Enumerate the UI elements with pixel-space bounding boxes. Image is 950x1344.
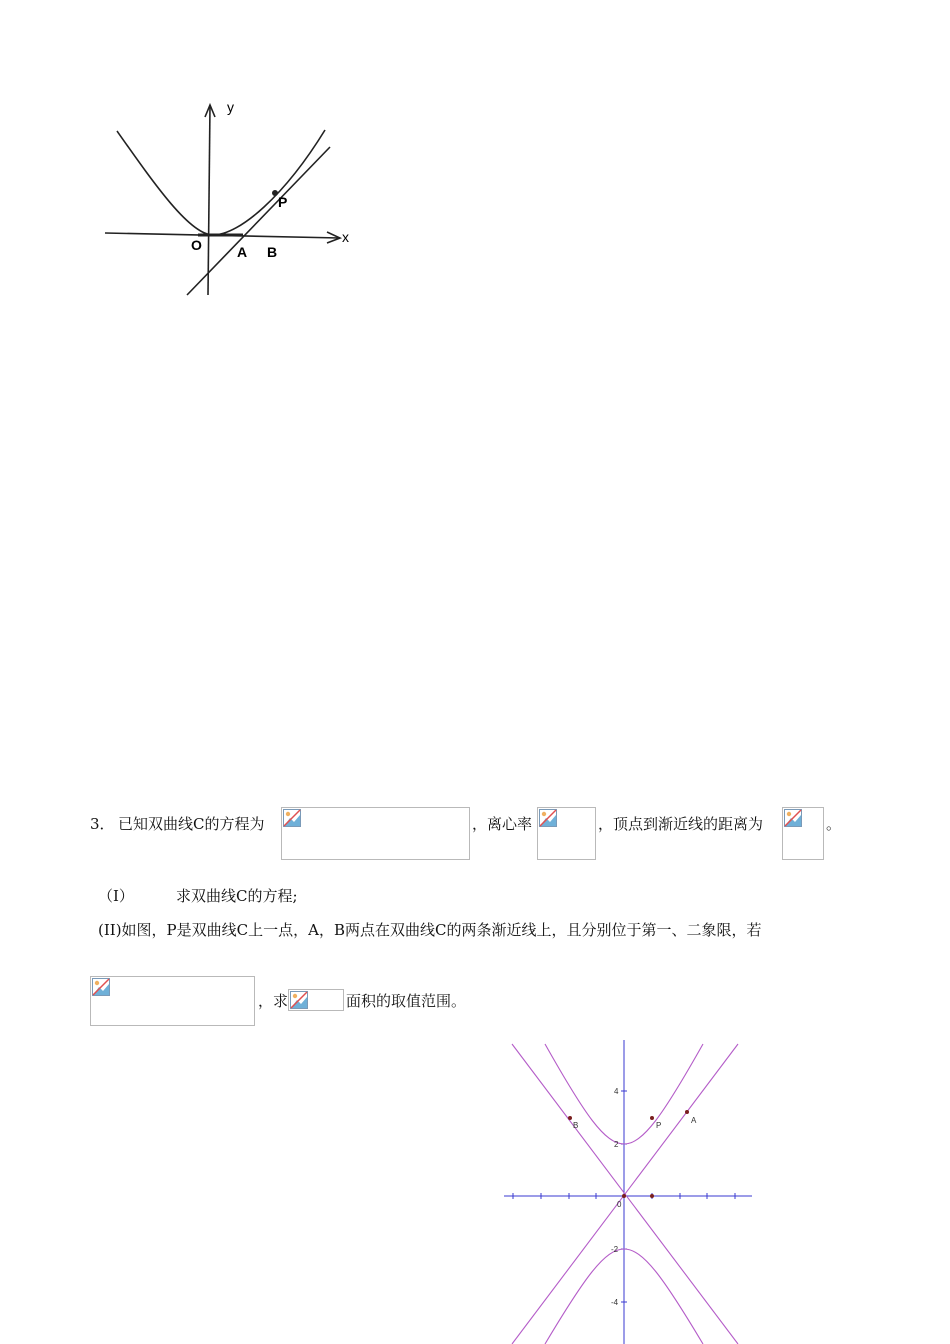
graph-point-b xyxy=(568,1116,572,1120)
part2-text: (II)如图，P是双曲线C上一点，A，B两点在双曲线C的两条渐近线上，且分别位于第一、二象限，若 xyxy=(98,921,762,939)
eccentricity-image-placeholder xyxy=(537,807,596,860)
period-mark: 。 xyxy=(826,815,842,833)
sketch-x-label: x xyxy=(342,229,349,245)
condition-image-placeholder xyxy=(90,976,255,1026)
part2-area-range: 面积的取值范围。 xyxy=(346,992,467,1010)
hyperbola-graph xyxy=(500,1040,760,1344)
broken-image-icon xyxy=(784,809,802,827)
broken-image-icon xyxy=(290,991,308,1009)
sketch-parabola xyxy=(117,130,325,235)
broken-image-icon xyxy=(539,809,557,827)
tick-label-neg2: -2 xyxy=(611,1245,619,1254)
graph-p-label: P xyxy=(656,1121,662,1130)
sketch-p-label: P xyxy=(278,194,288,210)
sketch-y-axis xyxy=(208,105,210,295)
graph-point-a xyxy=(685,1110,689,1114)
part2-find: ，求 xyxy=(258,992,289,1010)
graph-origin-label: 0 xyxy=(617,1200,622,1209)
graph-a-label: A xyxy=(691,1116,697,1125)
parabola-sketch xyxy=(95,95,365,305)
distance-image-placeholder xyxy=(782,807,824,860)
graph-point-origin xyxy=(622,1194,626,1198)
sketch-b-label: B xyxy=(267,244,278,260)
problem-intro: 已知双曲线C的方程为 xyxy=(118,815,265,833)
graph-b-label: B xyxy=(573,1121,579,1130)
triangle-image-placeholder xyxy=(288,989,344,1011)
part1-text: 求双曲线C的方程; xyxy=(176,887,298,905)
tick-label-4: 4 xyxy=(614,1087,619,1096)
graph-point-p xyxy=(650,1116,654,1120)
tick-label-neg4: -4 xyxy=(611,1298,619,1307)
sketch-origin-label: O xyxy=(191,237,202,253)
vertex-distance-text: ，顶点到渐近线的距离为 xyxy=(598,815,764,833)
equation-image-placeholder xyxy=(281,807,470,860)
comma-eccentricity: ，离心率 xyxy=(472,815,533,833)
sketch-a-label: A xyxy=(237,244,248,260)
graph-point-axis xyxy=(650,1194,654,1198)
tick-label-2: 2 xyxy=(614,1140,619,1149)
broken-image-icon xyxy=(283,809,301,827)
broken-image-icon xyxy=(92,978,110,996)
part1-label: （I） xyxy=(98,887,134,905)
sketch-y-label: y xyxy=(227,99,234,115)
problem-number: 3． xyxy=(90,815,115,833)
